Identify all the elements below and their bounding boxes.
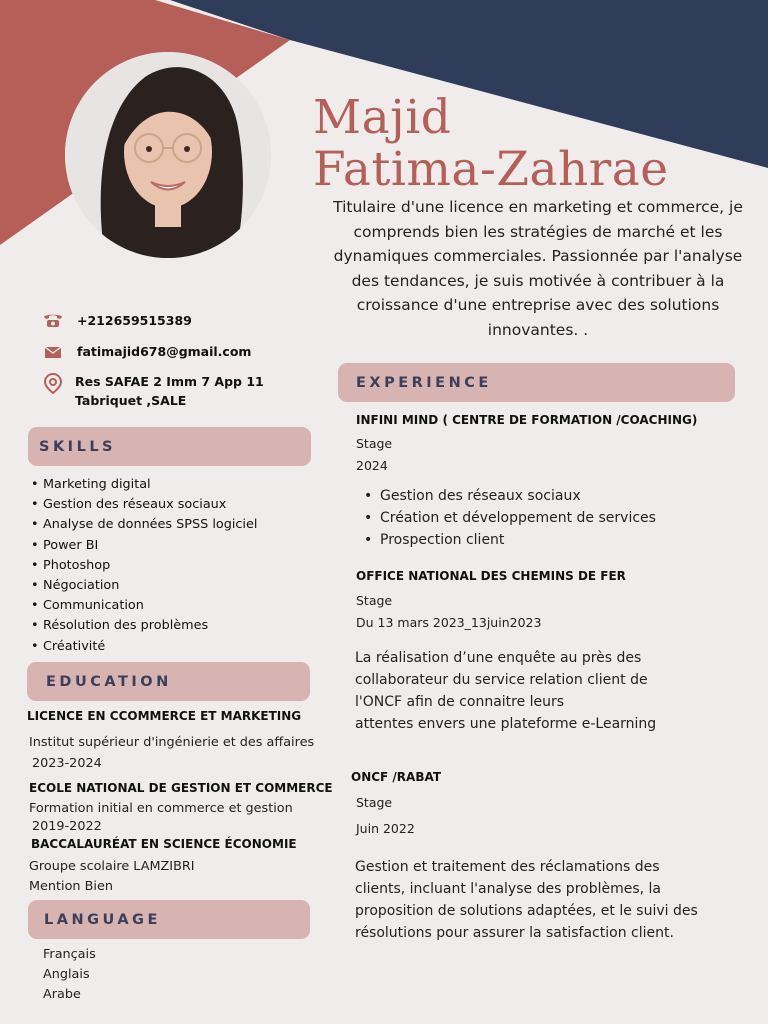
experience-heading: EXPERIENCE (356, 374, 492, 391)
contact-address (42, 372, 264, 410)
education-years: 2019-2022 (32, 819, 102, 834)
phone-number: +212659515389 (77, 313, 192, 328)
experience-period: 2024 (356, 458, 388, 473)
profile-photo (65, 52, 271, 258)
description-line: l'ONCF afin de connaitre leurs (355, 694, 565, 710)
phone-icon (42, 311, 64, 329)
skill-item: • Marketing digital (29, 475, 309, 495)
experience-company: INFINI MIND ( CENTRE DE FORMATION /COACHING) (356, 413, 698, 427)
education-school: Institut supérieur d'ingénierie et des affaires (29, 735, 315, 750)
contact-email (42, 342, 251, 361)
skill-item: • Communication (29, 596, 309, 616)
education-years: 2023-2024 (32, 756, 102, 771)
education-heading: EDUCATION (46, 673, 172, 690)
description-line: collaborateur du service relation client de (355, 672, 648, 688)
skills-heading: SKILLS (39, 438, 116, 455)
skill-item: • Gestion des réseaux sociaux (29, 495, 309, 515)
language-item: Arabe (43, 987, 81, 1002)
address-line-2: Tabriquet ,SALE (75, 393, 187, 408)
experience-bullet: • Gestion des réseaux sociaux (360, 485, 656, 507)
language-heading-bar (28, 900, 310, 939)
candidate-name (313, 92, 753, 196)
skills-list (29, 475, 309, 657)
experience-bullet: • Création et développement de services (360, 507, 656, 529)
contact-phone (42, 311, 192, 330)
education-school: Groupe scolaire LAMZIBRI (29, 859, 195, 874)
language-item: Français (43, 947, 96, 962)
profile-summary: Titulaire d'une licence en marketing et commerce, je comprends bien les stratégies de marché et les dynamiques commerciales. Passionnée par l'analyse des tendances, je suis motivée à contribuer à la croissance d'une entreprise avec des solutions innovantes. . (333, 198, 743, 339)
language-heading: LANGUAGE (44, 911, 161, 928)
skill-item: • Négociation (29, 576, 309, 596)
experience-role: Stage (356, 436, 393, 451)
education-mention: Mention Bien (29, 879, 113, 894)
skills-heading-bar (28, 427, 311, 466)
education-title: BACCALAURÉAT EN SCIENCE ÉCONOMIE (31, 837, 297, 851)
skill-item: • Résolution des problèmes (29, 616, 309, 636)
language-item: Anglais (43, 967, 90, 982)
description-line: proposition de solutions adaptées, et le suivi des (355, 903, 698, 919)
description-line: résolutions pour assurer la satisfaction client. (355, 925, 674, 941)
education-title: LICENCE EN CCOMMERCE ET MARKETING (27, 709, 302, 723)
mail-icon (42, 342, 64, 360)
education-school: Formation initial en commerce et gestion (29, 801, 293, 816)
experience-bullets (360, 485, 656, 551)
skill-item: • Analyse de données SPSS logiciel (29, 515, 309, 535)
experience-heading-bar (338, 363, 735, 402)
skill-item: • Photoshop (29, 556, 309, 576)
name-first-line: Majid (313, 90, 452, 145)
description-line: clients, incluant l'analyse des problèmes, la (355, 881, 662, 897)
description-line: La réalisation d’une enquête au près des (355, 650, 642, 666)
experience-description (355, 856, 745, 944)
skill-item: • Créativité (29, 637, 309, 657)
email-address: fatimajid678@gmail.com (77, 344, 252, 359)
experience-period: Juin 2022 (356, 821, 415, 836)
education-title: ECOLE NATIONAL DE GESTION ET COMMERCE (29, 781, 333, 795)
experience-company: OFFICE NATIONAL DES CHEMINS DE FER (356, 569, 626, 583)
education-heading-bar (27, 662, 310, 701)
experience-period: Du 13 mars 2023_13juin2023 (356, 615, 542, 630)
experience-description (355, 647, 745, 735)
experience-role: Stage (356, 593, 393, 608)
experience-company: ONCF /RABAT (351, 770, 442, 784)
location-pin-icon (42, 372, 64, 394)
experience-bullet: • Prospection client (360, 529, 656, 551)
address-line-1: Res SAFAE 2 Imm 7 App 11 (75, 374, 264, 389)
description-line: Gestion et traitement des réclamations des (355, 859, 660, 875)
skill-item: • Power BI (29, 536, 309, 556)
experience-role: Stage (356, 795, 393, 810)
description-line: attentes envers une plateforme e-Learning (355, 716, 657, 732)
name-second-line: Fatima-Zahrae (313, 142, 669, 197)
